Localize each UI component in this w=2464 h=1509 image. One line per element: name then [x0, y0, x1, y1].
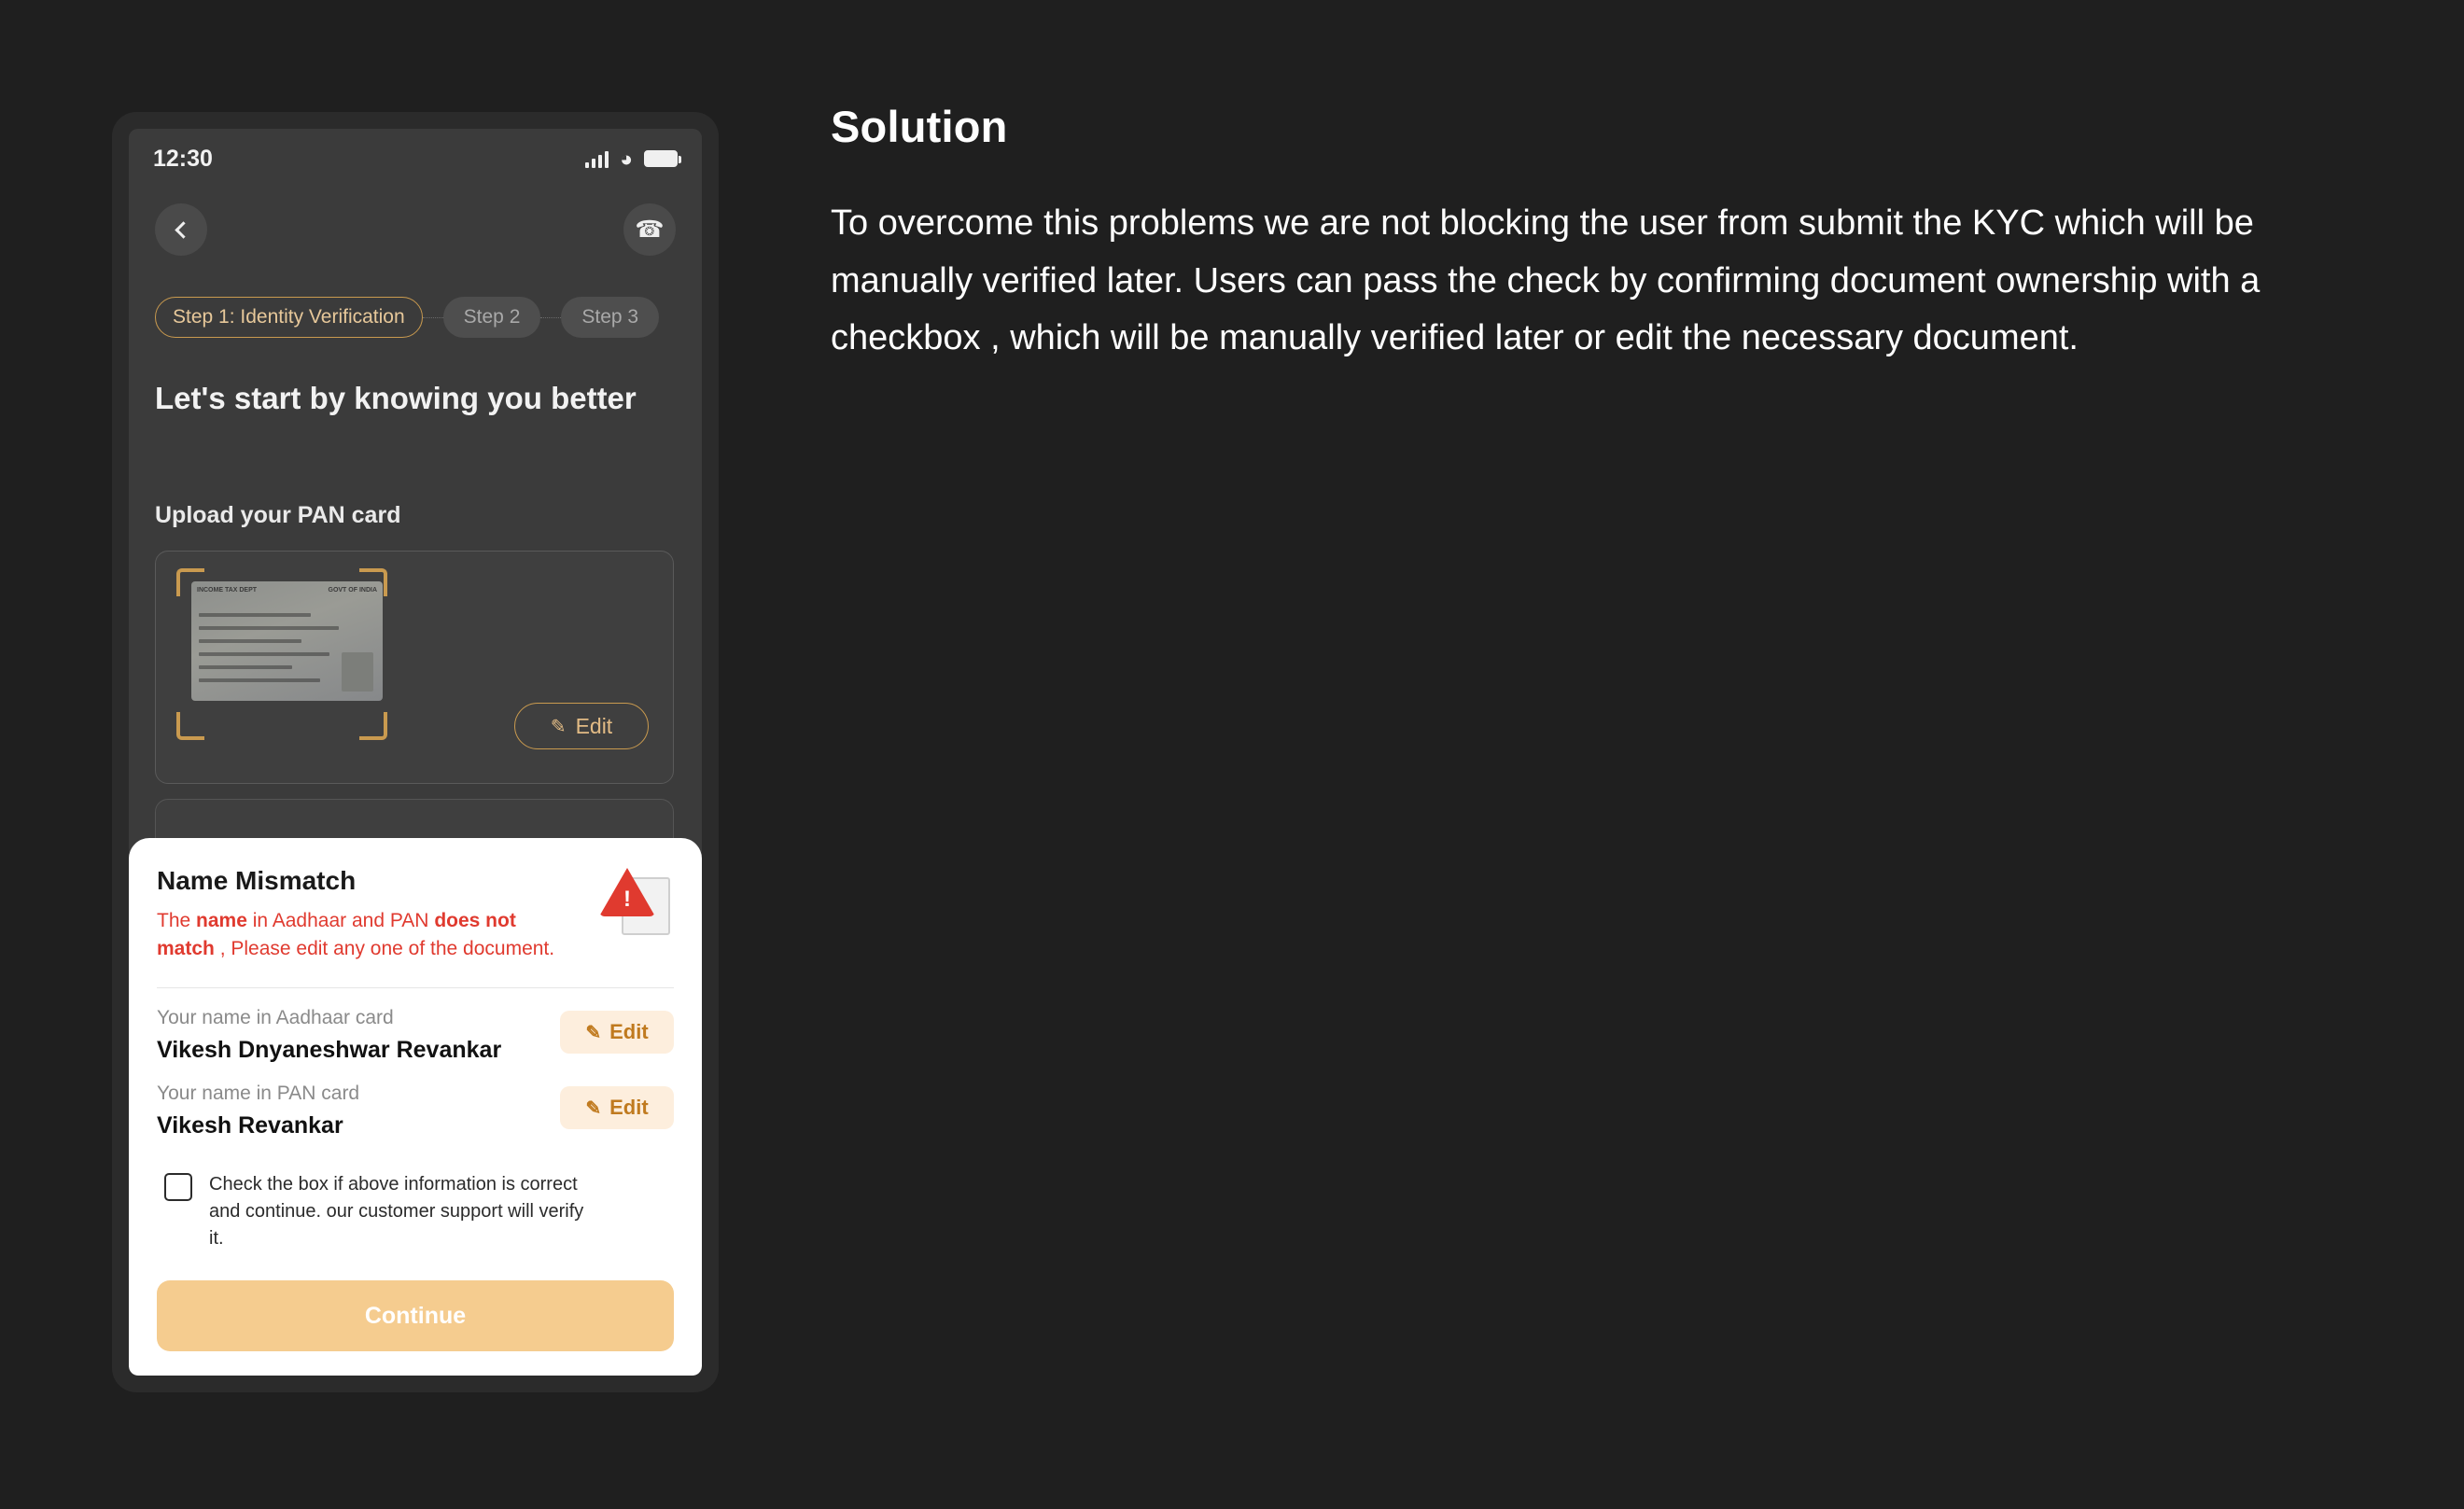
call-support-button[interactable] — [623, 203, 676, 256]
sheet-title: Name Mismatch — [157, 866, 357, 896]
step-2-label: Step 2 — [463, 306, 521, 328]
aadhaar-name-block — [157, 1007, 501, 1064]
scan-bracket-icon — [176, 568, 204, 596]
wifi-icon: ◕ — [620, 146, 633, 171]
phone-screen — [129, 129, 702, 1376]
pan-name-block — [157, 1083, 359, 1139]
edit-aadhaar-button[interactable] — [560, 1011, 674, 1054]
confirmation-checkbox-label: Check the box if above information is correct and continue. our customer support will verify it. — [209, 1174, 584, 1249]
pan-name-label: Your name in PAN card — [157, 1083, 360, 1104]
status-time: 12:30 — [153, 145, 213, 172]
chevron-left-icon — [175, 221, 191, 238]
pan-name-row — [157, 1064, 674, 1139]
aadhaar-name-row — [157, 988, 674, 1064]
scan-bracket-icon — [359, 712, 387, 740]
pan-card-thumbnail — [191, 581, 383, 701]
edit-pan-name-label: Edit — [609, 1096, 649, 1119]
aadhaar-name-label: Your name in Aadhaar card — [157, 1007, 394, 1028]
phone-mockup — [112, 112, 719, 1392]
solution-heading: Solution — [831, 102, 1008, 151]
edit-pan-label: Edit — [575, 713, 613, 738]
name-mismatch-sheet — [129, 838, 702, 1376]
confirmation-checkbox[interactable] — [164, 1173, 192, 1201]
step-divider-2 — [540, 317, 561, 318]
pencil-icon: ✎ — [550, 716, 567, 737]
step-1[interactable] — [155, 297, 423, 338]
step-indicator — [155, 297, 659, 338]
pan-name-value: Vikesh Revankar — [157, 1112, 343, 1139]
sheet-message: The name in Aadhaar and PAN does not match , Please edit any one of the document. — [157, 910, 555, 960]
status-bar — [129, 129, 702, 189]
step-3[interactable] — [561, 297, 659, 338]
aadhaar-name-value: Vikesh Dnyaneshwar Revankar — [157, 1037, 502, 1063]
edit-aadhaar-label: Edit — [609, 1020, 649, 1043]
continue-button-label: Continue — [364, 1302, 467, 1329]
step-3-label: Step 3 — [581, 306, 639, 328]
step-divider-1 — [423, 317, 443, 318]
upload-section-label: Upload your PAN card — [155, 502, 401, 528]
edit-pan-name-button[interactable] — [560, 1086, 674, 1129]
status-indicators — [585, 148, 678, 170]
solution-panel — [831, 101, 2361, 368]
warning-triangle-icon: ! — [599, 868, 670, 939]
scan-bracket-icon — [359, 568, 387, 596]
pan-photo — [342, 652, 373, 692]
pencil-icon: ✎ — [585, 1097, 602, 1119]
edit-pan-button[interactable] — [514, 703, 649, 749]
scan-bracket-icon — [176, 712, 204, 740]
pencil-icon: ✎ — [585, 1022, 602, 1043]
solution-paragraph: To overcome this problems we are not blocking the user from submit the KYC which will be manually verified later. Users can pass the check by confirming document ownership with a checkbox , which will be manually verified later or edit the necessary document. — [831, 203, 2261, 358]
phone-icon: ☎ — [635, 216, 665, 243]
battery-icon — [644, 150, 678, 167]
back-button[interactable] — [155, 203, 207, 256]
page-title: Let's start by knowing you better — [155, 381, 637, 415]
continue-button[interactable] — [157, 1280, 674, 1351]
nav-row — [129, 203, 702, 256]
pan-upload-card[interactable] — [155, 551, 674, 784]
step-2[interactable] — [443, 297, 541, 338]
signal-icon — [585, 149, 609, 168]
step-1-label: Step 1: Identity Verification — [173, 306, 405, 328]
confirmation-checkbox-row[interactable] — [164, 1171, 674, 1252]
pan-card-header: INCOME TAX DEPT GOVT OF INDIA — [197, 587, 377, 594]
